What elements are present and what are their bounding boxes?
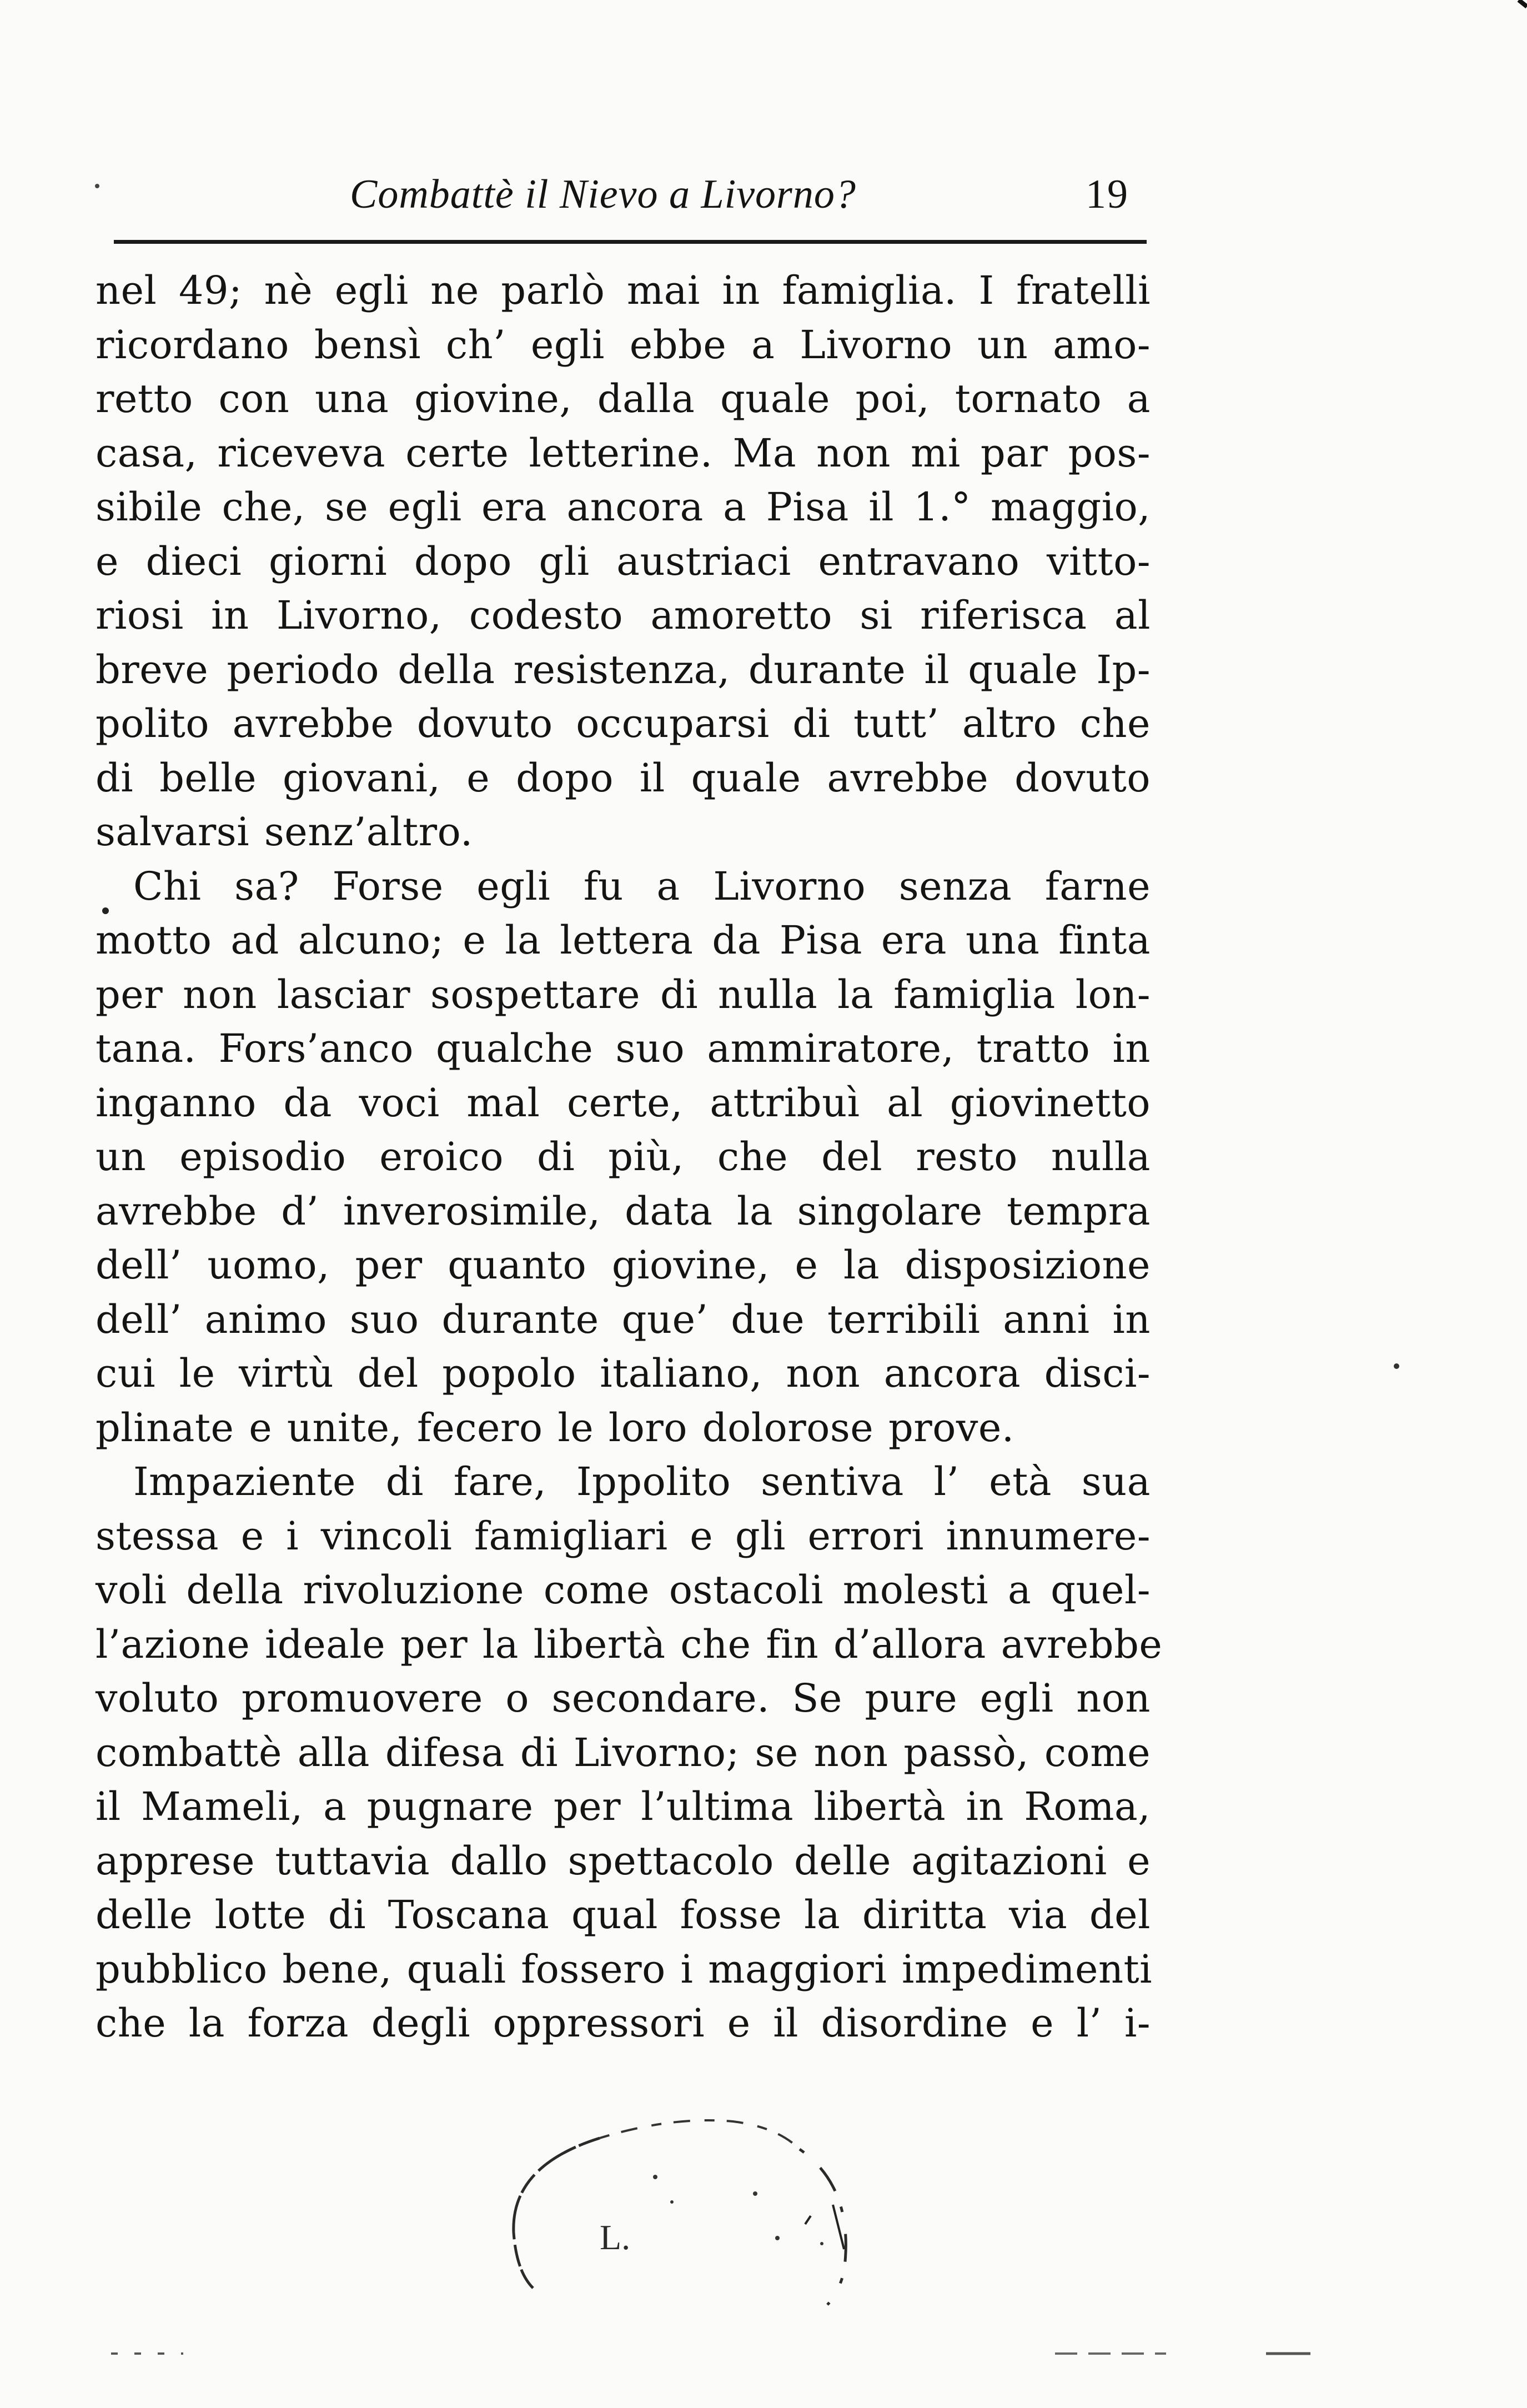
text-line: che la forza degli oppressori e il disordine e l’ i- xyxy=(96,2000,1151,2046)
text-line: per non lasciar sospettare di nulla la famiglia lon- xyxy=(96,971,1151,1017)
running-title: Combattè il Nievo a Livorno? xyxy=(350,172,856,217)
text-line: salvarsi senz’altro. xyxy=(96,809,473,855)
text-line: casa, riceveva certe letterine. Ma non mi par pos- xyxy=(96,430,1151,476)
text-line: voli della rivoluzione come ostacoli molesti a quel- xyxy=(96,1567,1151,1613)
text-line: nel 49; nè egli ne parlò mai in famiglia. I fratelli xyxy=(96,268,1151,313)
text-line: l’azione ideale per la libertà che fin d’allora avrebbe xyxy=(96,1621,1163,1667)
page-number: 19 xyxy=(1086,172,1129,217)
text-line: avrebbe d’ inverosimile, data la singolare tempra xyxy=(96,1188,1151,1234)
running-header xyxy=(0,161,1527,228)
stamp-letter: L. xyxy=(600,2218,631,2257)
text-line: un episodio eroico di più, che del resto nulla xyxy=(96,1134,1151,1180)
text-line: retto con una giovine, dalla quale poi, tornato a xyxy=(96,376,1151,422)
text-line: cui le virtù del popolo italiano, non ancora disci- xyxy=(96,1351,1151,1396)
text-line: apprese tuttavia dallo spettacolo delle agitazioni e xyxy=(96,1838,1151,1884)
body-text xyxy=(96,264,1163,2051)
text-line: dell’ animo suo durante que’ due terribili anni in xyxy=(96,1296,1151,1342)
text-line: combattè alla difesa di Livorno; se non passò, come xyxy=(96,1729,1151,1775)
text-line: stessa e i vincoli famigliari e gli errori innumere- xyxy=(96,1513,1151,1559)
text-line: e dieci giorni dopo gli austriaci entravano vitto- xyxy=(96,538,1151,584)
text-line: riosi in Livorno, codesto amoretto si riferisca al xyxy=(96,593,1151,638)
text-line: sibile che, se egli era ancora a Pisa il 1.° maggio, xyxy=(96,484,1151,530)
text-line: voluto promuovere o secondare. Se pure egli non xyxy=(96,1675,1151,1721)
text-line: delle lotte di Toscana qual fosse la diritta via del xyxy=(96,1892,1151,1938)
text-line: pubblico bene, quali fossero i maggiori impedimenti xyxy=(96,1946,1153,1992)
text-line: polito avrebbe dovuto occuparsi di tutt’ altro che xyxy=(96,701,1151,746)
text-line: il Mameli, a pugnare per l’ultima libertà in Roma, xyxy=(96,1784,1151,1829)
text-line: breve periodo della resistenza, durante il quale Ip- xyxy=(96,646,1151,693)
header-rule xyxy=(114,240,1147,244)
paragraph-start: Chi sa? Forse egli fu a Livorno senza farne xyxy=(133,863,1151,909)
text-line: plinate e unite, fecero le loro dolorose prove. xyxy=(96,1404,1014,1451)
stamp-arc-top xyxy=(600,2120,800,2149)
text-line: dell’ uomo, per quanto giovine, e la disposizione xyxy=(96,1242,1151,1288)
library-stamp xyxy=(489,2105,944,2316)
text-line: motto ad alcuno; e la lettera da Pisa era una finta xyxy=(96,917,1151,963)
stamp-arc-left xyxy=(514,2138,600,2288)
text-line: tana. Fors’anco qualche suo ammiratore, tratto in xyxy=(96,1026,1151,1071)
text-line: ricordano bensì ch’ egli ebbe a Livorno un amo- xyxy=(96,322,1151,368)
paragraph-start: Impaziente di fare, Ippolito sentiva l’ età sua xyxy=(133,1459,1151,1504)
text-line: inganno da voci mal certe, attribuì al giovinetto xyxy=(96,1080,1151,1126)
text-line: di belle giovani, e dopo il quale avrebbe dovuto xyxy=(96,755,1151,801)
